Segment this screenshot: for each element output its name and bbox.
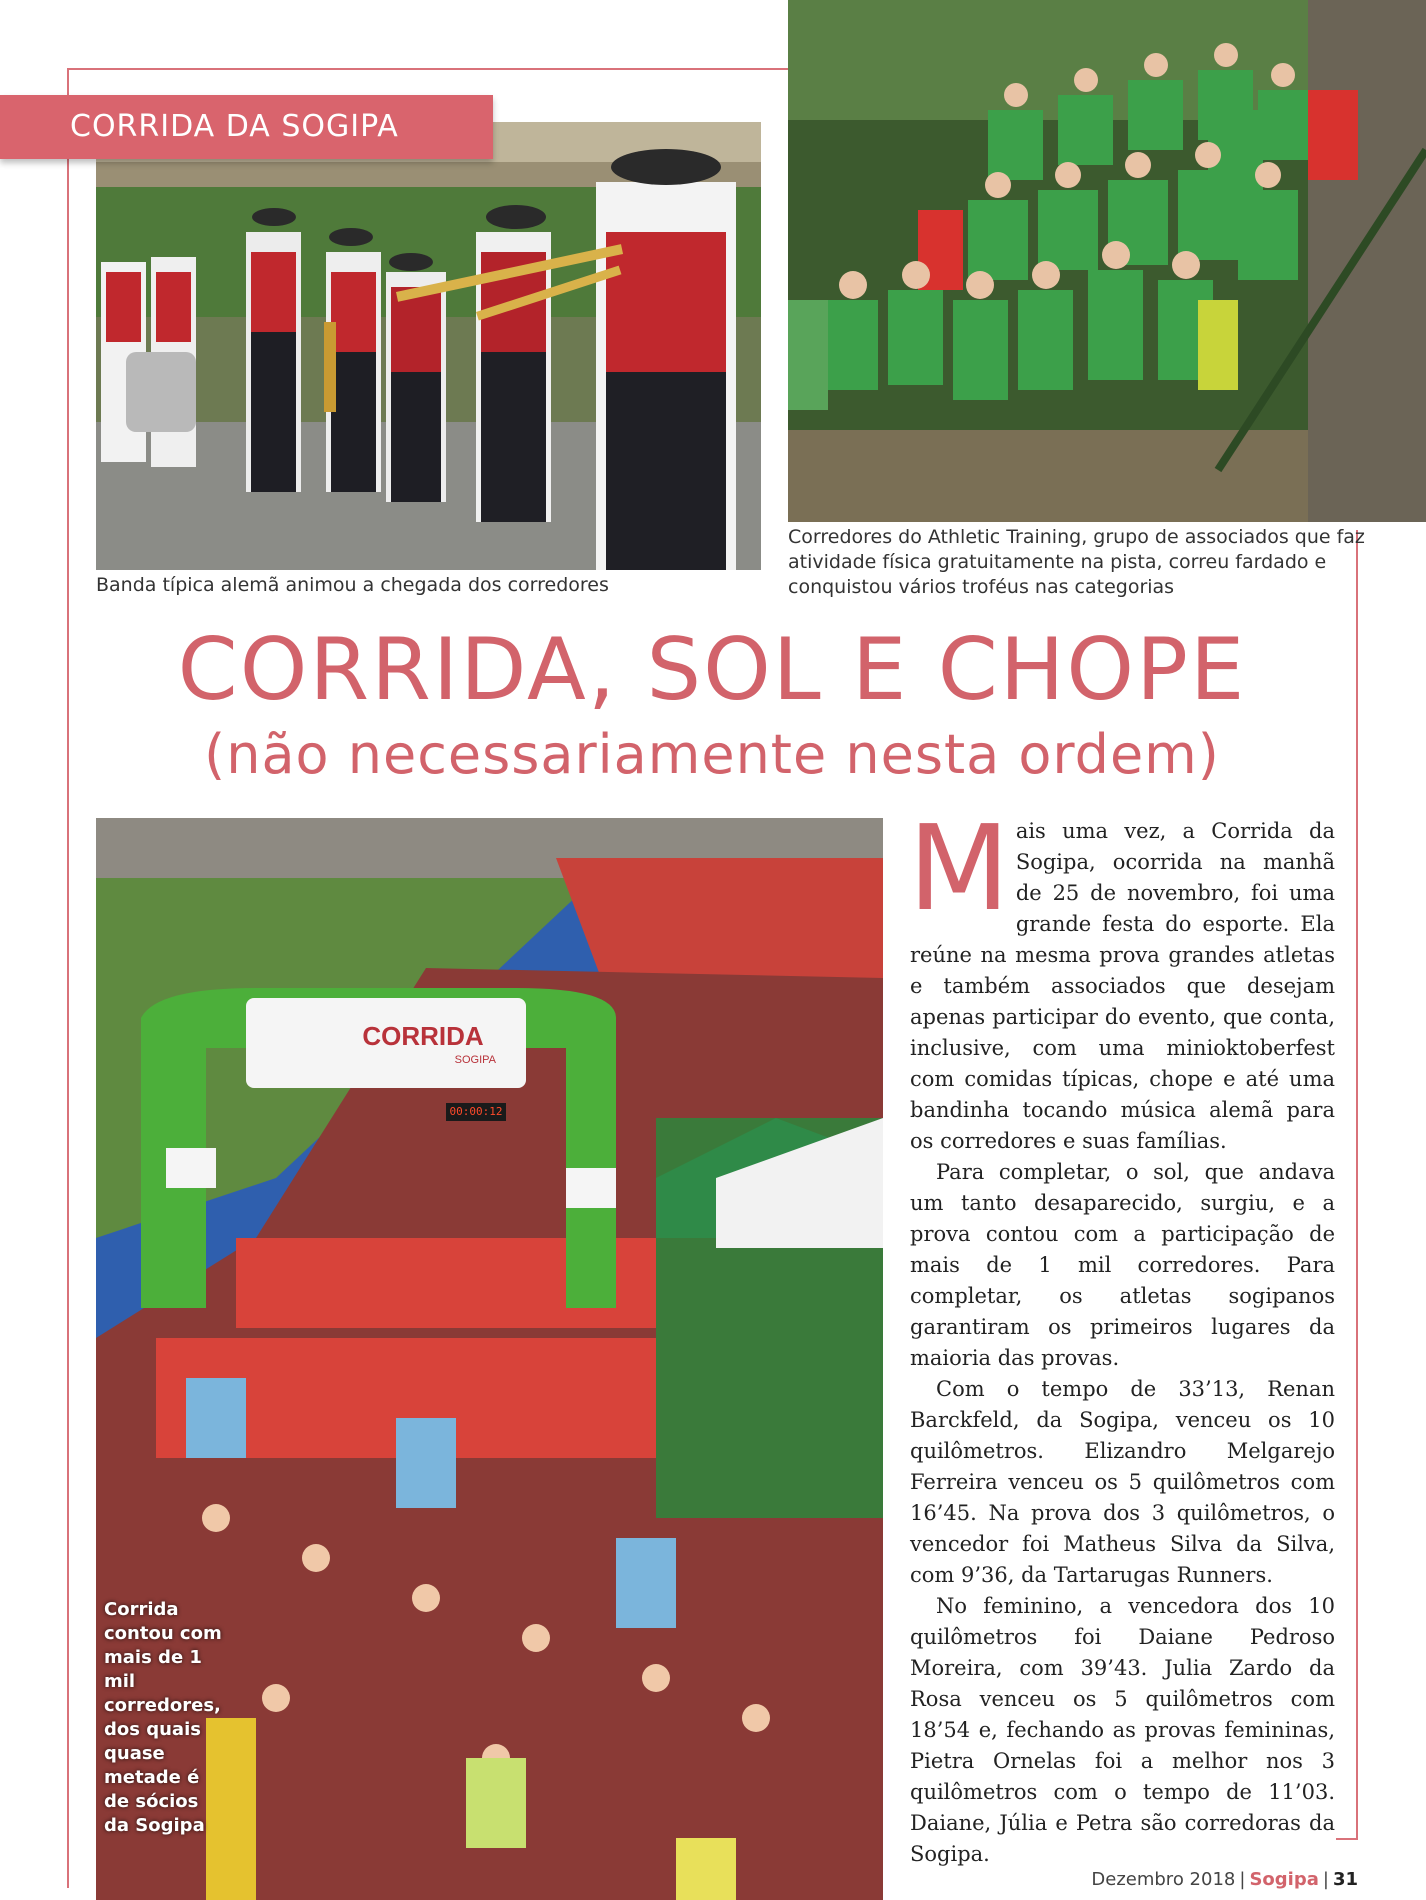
band-photo-caption: Banda típica alemã animou a chegada dos corredores: [96, 574, 609, 596]
article-paragraph: [908, 799, 1335, 1157]
article-paragraph: No feminino, a vencedora dos 10 quilômetros foi Daiane Pedroso Moreira, com 39’43. Julia Zardo da Rosa venceu os 5 quilômetros com 18’54 e, fechando as provas femininas, Pietra Ornelas foi a melhor nos 3 quilômetros com o tempo de 11’03. Daiane, Júlia e Petra são corredoras da Sogipa.: [910, 1594, 1335, 1866]
article-paragraph: Com o tempo de 33’13, Renan Barckfeld, da Sogipa, venceu os 10 quilômetros. Elizandro Melgarejo Ferreira venceu os 5 quilômetros com 16’45. Na prova dos 3 quilômetros, o vencedor foi Matheus Silva da Silva, com 9’36, da Tartarugas Runners.: [910, 1377, 1335, 1587]
arch-logo-subtext: SOGIPA: [454, 1054, 496, 1066]
section-tag: CORRIDA DA SOGIPA: [0, 95, 493, 159]
race-photo-caption: Corrida contou com mais de 1 mil corredores, dos quais quase metade é de sócios da Sogipa: [104, 1599, 222, 1836]
headline: CORRIDA, SOL E CHOPE: [177, 620, 1247, 720]
footer-date: Dezembro 2018: [1091, 1869, 1236, 1890]
footer-separator: |: [1239, 1869, 1246, 1890]
page-number: 31: [1332, 1869, 1358, 1890]
arch-logo-text: CORRIDA: [362, 1021, 484, 1051]
page-footer: [1091, 1868, 1358, 1892]
team-photo-caption: Corredores do Athletic Training, grupo de associados que faz atividade física gratuitamente na pista, correu fardado e conquistou vários troféus nas categorias: [788, 526, 1365, 598]
footer-separator: |: [1322, 1869, 1329, 1890]
team-photo: [788, 0, 1426, 522]
frame-line-left: [67, 68, 69, 1888]
subheadline: (não necessariamente nesta ordem): [204, 723, 1220, 786]
drop-cap: M: [908, 799, 1010, 937]
article-paragraph: Para completar, o sol, que andava um tanto desaparecido, surgiu, e a prova contou com a participação de mais de 1 mil corredores. Para completar, os atletas sogipanos garantiram os primeiros lugares da maioria das provas.: [910, 1160, 1335, 1370]
frame-line-bottom: [1336, 1838, 1358, 1840]
footer-brand: Sogipa: [1249, 1869, 1319, 1890]
band-photo: [96, 122, 761, 570]
article-body: [908, 799, 1335, 1870]
race-clock: 00:00:12: [449, 1105, 503, 1118]
frame-line-top: [67, 68, 790, 70]
article-paragraph-text: ais uma vez, a Corrida da Sogipa, ocorrida na manhã de 25 de novembro, foi uma grande festa do esporte. Ela reúne na mesma prova grandes atletas e também associados que desejam apenas participar do evento, que conta, inclusive, com uma minioktoberfest com comidas típicas, chope e até uma bandinha tocando música alemã para os corredores e suas famílias.: [910, 819, 1335, 1153]
